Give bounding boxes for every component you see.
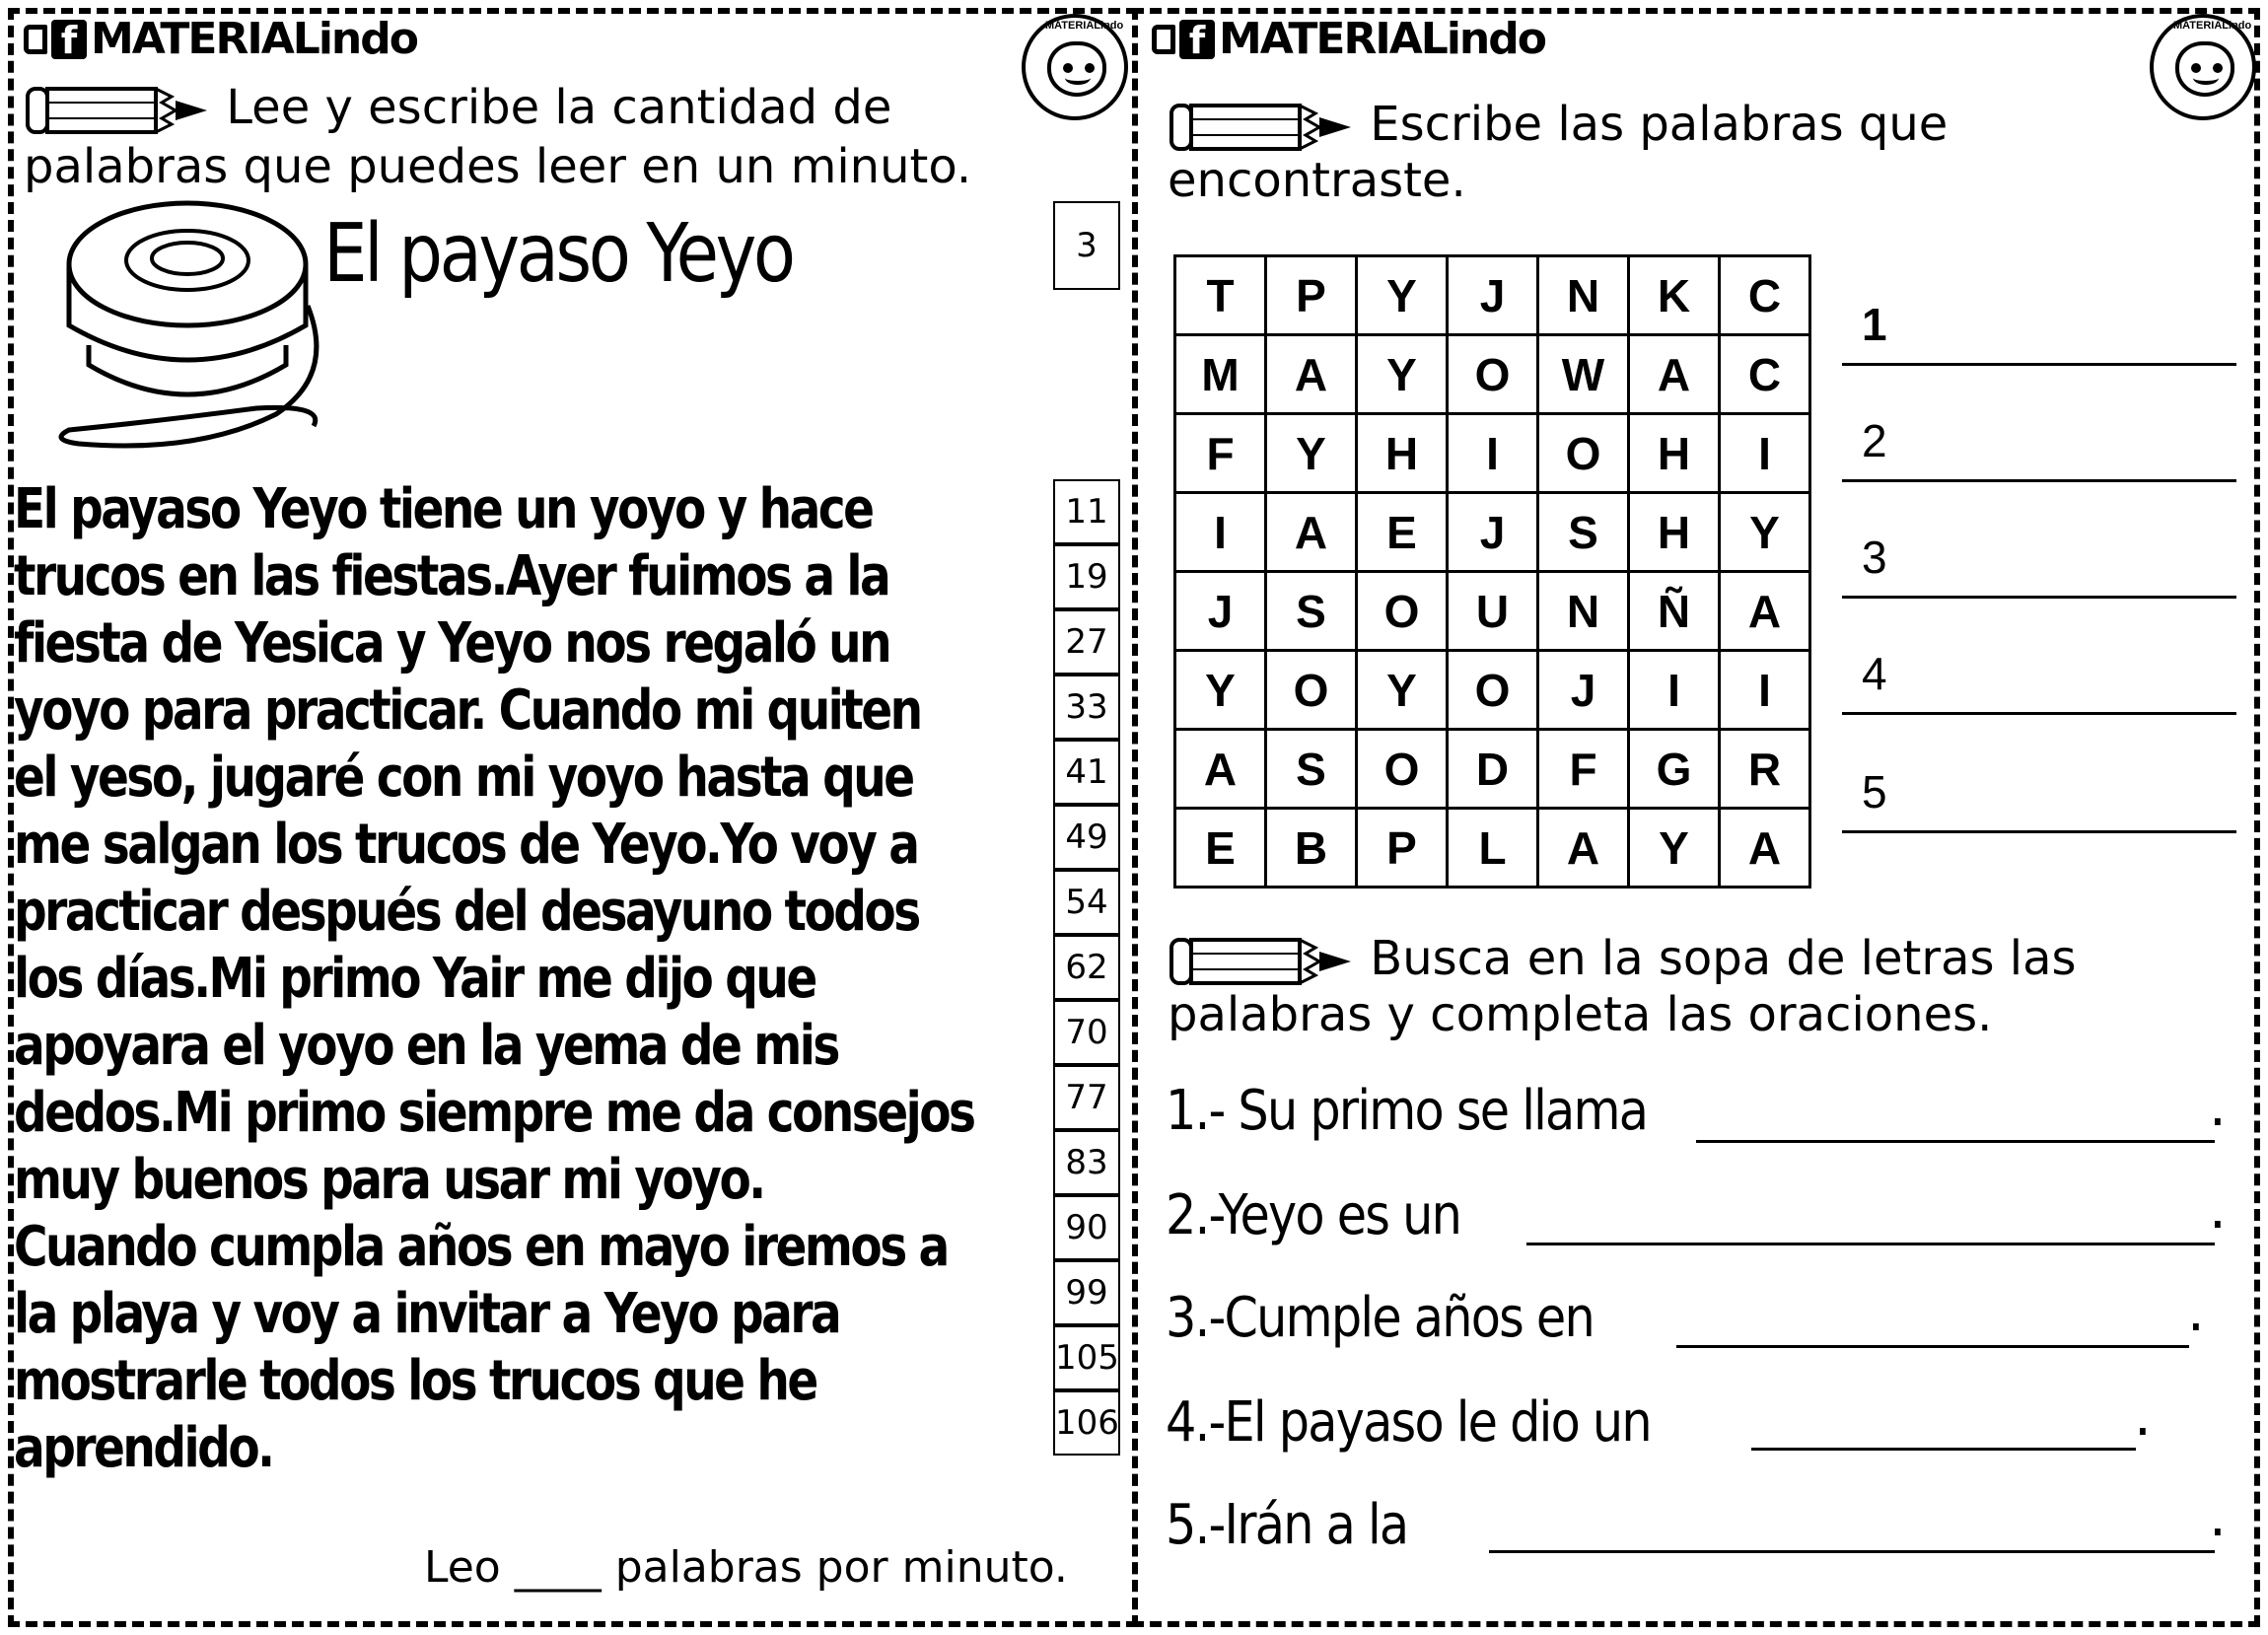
- grid-row: [1175, 335, 1810, 414]
- grid-letter[interactable]: S: [1266, 730, 1357, 809]
- story-title: El payaso Yeyo: [323, 207, 793, 301]
- seal-text: MATERIALindo: [2173, 20, 2252, 32]
- grid-letter[interactable]: Y: [1357, 335, 1448, 414]
- word-count-box: 49: [1053, 805, 1120, 870]
- story-line: dedos.Mi primo siempre me da consejos: [14, 1081, 974, 1145]
- word-count-box: 11: [1053, 479, 1120, 544]
- answer-blank[interactable]: [1842, 830, 2236, 833]
- grid-letter[interactable]: W: [1538, 335, 1629, 414]
- word-count-box: 33: [1053, 675, 1120, 740]
- grid-letter[interactable]: A: [1720, 809, 1810, 888]
- facebook-icon: f: [1179, 20, 1215, 59]
- word-count-box: 106: [1053, 1390, 1120, 1456]
- instruction-line-2: encontraste.: [1168, 153, 1466, 208]
- word-count-box: 83: [1053, 1130, 1120, 1195]
- word-count-box: 70: [1053, 1000, 1120, 1065]
- answer-blank[interactable]: [1842, 596, 2236, 599]
- yoyo-icon: [49, 197, 335, 463]
- grid-letter[interactable]: B: [1266, 809, 1357, 888]
- grid-row: [1175, 572, 1810, 651]
- grid-letter[interactable]: A: [1266, 335, 1357, 414]
- answer-blank[interactable]: [1842, 712, 2236, 715]
- story-line: trucos en las fiestas.Ayer fuimos a la: [14, 544, 889, 608]
- word-count-box: 77: [1053, 1065, 1120, 1130]
- title-word-count: 3: [1053, 201, 1120, 290]
- grid-letter[interactable]: C: [1720, 335, 1810, 414]
- answer-number: 2: [1862, 415, 1887, 466]
- instruction-line-2: palabras que puedes leer en un minuto.: [24, 139, 972, 194]
- apple-seal-icon: [2150, 14, 2256, 120]
- left-instruction: [24, 79, 971, 195]
- facebook-icon: f: [51, 20, 87, 59]
- grid-letter[interactable]: O: [1357, 572, 1448, 651]
- sentence-blank[interactable]: [1696, 1140, 2215, 1143]
- sentence-blank[interactable]: [1489, 1550, 2215, 1553]
- grid-letter[interactable]: J: [1175, 572, 1266, 651]
- grid-letter[interactable]: Y: [1266, 414, 1357, 493]
- story-line: me salgan los trucos de Yeyo.Yo voy a: [14, 813, 918, 877]
- grid-letter[interactable]: I: [1720, 651, 1810, 730]
- sentence-period: .: [2209, 1177, 2227, 1242]
- grid-letter[interactable]: U: [1448, 572, 1538, 651]
- grid-letter[interactable]: D: [1448, 730, 1538, 809]
- story-line: aprendido.: [14, 1416, 273, 1480]
- answer-number: 4: [1862, 648, 1887, 699]
- grid-letter[interactable]: S: [1266, 572, 1357, 651]
- story-line: Cuando cumpla años en mayo iremos a: [14, 1215, 948, 1279]
- right-instruction-2: [1168, 933, 2077, 1040]
- story-line: El payaso Yeyo tiene un yoyo y hace: [14, 477, 873, 541]
- sentence-period: .: [2209, 1075, 2227, 1139]
- grid-letter[interactable]: H: [1629, 414, 1720, 493]
- sentence-prompt: 5.-Irán a la: [1166, 1493, 1408, 1557]
- grid-letter[interactable]: Y: [1357, 256, 1448, 335]
- sentence-blank[interactable]: [1676, 1345, 2189, 1348]
- grid-letter[interactable]: A: [1538, 809, 1629, 888]
- pencil-icon: [1168, 934, 1355, 989]
- grid-letter[interactable]: H: [1357, 414, 1448, 493]
- sentence-blank[interactable]: [1751, 1448, 2136, 1451]
- grid-letter[interactable]: N: [1538, 256, 1629, 335]
- story-line: fiesta de Yesica y Yeyo nos regaló un: [14, 611, 890, 675]
- seal-text: MATERIALindo: [1045, 20, 1124, 32]
- answer-number: 5: [1862, 766, 1887, 818]
- sentence-prompt: 1.- Su primo se llama: [1166, 1079, 1648, 1143]
- word-count-box: 105: [1053, 1325, 1120, 1390]
- apple-seal-icon: [1022, 14, 1128, 120]
- instruction-line-1: Busca en la sopa de letras las: [1370, 931, 2077, 986]
- grid-letter[interactable]: S: [1538, 493, 1629, 572]
- grid-letter[interactable]: J: [1448, 493, 1538, 572]
- grid-letter[interactable]: Y: [1357, 651, 1448, 730]
- story-line: yoyo para practicar. Cuando mi quiten: [14, 678, 921, 743]
- grid-letter[interactable]: I: [1448, 414, 1538, 493]
- grid-letter[interactable]: O: [1266, 651, 1357, 730]
- sentence-prompt: 3.-Cumple años en: [1166, 1286, 1594, 1350]
- brand-logo-right: [1152, 14, 1545, 64]
- sentence-period: .: [2134, 1385, 2152, 1449]
- grid-letter[interactable]: K: [1629, 256, 1720, 335]
- grid-letter[interactable]: Y: [1629, 809, 1720, 888]
- grid-letter[interactable]: E: [1175, 809, 1266, 888]
- answer-number: 1: [1862, 299, 1887, 350]
- grid-letter[interactable]: P: [1357, 809, 1448, 888]
- grid-letter[interactable]: O: [1538, 414, 1629, 493]
- sentence-period: .: [2209, 1485, 2227, 1549]
- instruction-line-1: Lee y escribe la cantidad de: [226, 80, 892, 135]
- word-search-grid: [1173, 254, 1811, 889]
- instruction-line-2: palabras y completa las oraciones.: [1168, 987, 1993, 1042]
- grid-letter[interactable]: A: [1175, 730, 1266, 809]
- thumbs-up-icon: [1152, 25, 1175, 54]
- grid-letter[interactable]: Ñ: [1629, 572, 1720, 651]
- sentence-prompt: 2.-Yeyo es un: [1166, 1183, 1461, 1247]
- story-line: los días.Mi primo Yair me dijo que: [14, 947, 815, 1011]
- grid-letter[interactable]: A: [1629, 335, 1720, 414]
- word-count-box: 54: [1053, 870, 1120, 935]
- answer-number: 3: [1862, 532, 1887, 583]
- grid-letter[interactable]: N: [1538, 572, 1629, 651]
- grid-letter[interactable]: M: [1175, 335, 1266, 414]
- story-line: el yeso, jugaré con mi yoyo hasta que: [14, 746, 913, 810]
- grid-letter[interactable]: O: [1357, 730, 1448, 809]
- pencil-icon: [1168, 100, 1355, 155]
- grid-letter[interactable]: I: [1175, 493, 1266, 572]
- sentence-prompt: 4.-El payaso le dio un: [1166, 1390, 1651, 1455]
- grid-letter[interactable]: Y: [1175, 651, 1266, 730]
- brand-name: MATERIALindo: [91, 14, 417, 64]
- answer-blank[interactable]: [1842, 479, 2236, 482]
- thumbs-up-icon: [24, 25, 47, 54]
- grid-letter[interactable]: F: [1175, 414, 1266, 493]
- grid-letter[interactable]: G: [1629, 730, 1720, 809]
- grid-letter[interactable]: L: [1448, 809, 1538, 888]
- grid-letter[interactable]: Y: [1720, 493, 1810, 572]
- grid-letter[interactable]: I: [1720, 414, 1810, 493]
- story-line: muy buenos para usar mi yoyo.: [14, 1148, 764, 1212]
- grid-letter[interactable]: F: [1538, 730, 1629, 809]
- story-line: mostrarle todos los trucos que he: [14, 1349, 816, 1413]
- word-count-box: 90: [1053, 1195, 1120, 1260]
- grid-row: [1175, 809, 1810, 888]
- word-count-box: 62: [1053, 935, 1120, 1000]
- answer-blank[interactable]: [1842, 363, 2236, 366]
- instruction-line-1: Escribe las palabras que: [1370, 97, 1949, 152]
- grid-letter[interactable]: A: [1720, 572, 1810, 651]
- grid-row: [1175, 256, 1810, 335]
- grid-letter[interactable]: E: [1357, 493, 1448, 572]
- brand-logo-left: [24, 14, 417, 64]
- pencil-icon: [24, 83, 211, 138]
- grid-letter[interactable]: H: [1629, 493, 1720, 572]
- story-line: practicar después del desayuno todos: [14, 880, 919, 944]
- grid-letter[interactable]: C: [1720, 256, 1810, 335]
- grid-letter[interactable]: J: [1538, 651, 1629, 730]
- grid-letter[interactable]: I: [1629, 651, 1720, 730]
- grid-row: [1175, 730, 1810, 809]
- word-count-box: 27: [1053, 609, 1120, 675]
- grid-letter[interactable]: T: [1175, 256, 1266, 335]
- grid-letter[interactable]: R: [1720, 730, 1810, 809]
- grid-letter[interactable]: O: [1448, 335, 1538, 414]
- right-instruction-1: [1168, 99, 1948, 206]
- word-count-box: 19: [1053, 544, 1120, 609]
- sentence-blank[interactable]: [1526, 1243, 2215, 1245]
- grid-row: [1175, 493, 1810, 572]
- sentence-period: .: [2187, 1280, 2205, 1344]
- words-per-minute-footer[interactable]: Leo ____ palabras por minuto.: [424, 1542, 1068, 1593]
- brand-name: MATERIALindo: [1219, 14, 1545, 64]
- grid-letter[interactable]: J: [1448, 256, 1538, 335]
- grid-letter[interactable]: O: [1448, 651, 1538, 730]
- word-count-box: 41: [1053, 740, 1120, 805]
- grid-row: [1175, 414, 1810, 493]
- story-line: apoyara el yoyo en la yema de mis: [14, 1014, 838, 1078]
- grid-row: [1175, 651, 1810, 730]
- grid-letter[interactable]: P: [1266, 256, 1357, 335]
- word-count-box: 99: [1053, 1260, 1120, 1325]
- grid-letter[interactable]: A: [1266, 493, 1357, 572]
- story-line: la playa y voy a invitar a Yeyo para: [14, 1282, 840, 1346]
